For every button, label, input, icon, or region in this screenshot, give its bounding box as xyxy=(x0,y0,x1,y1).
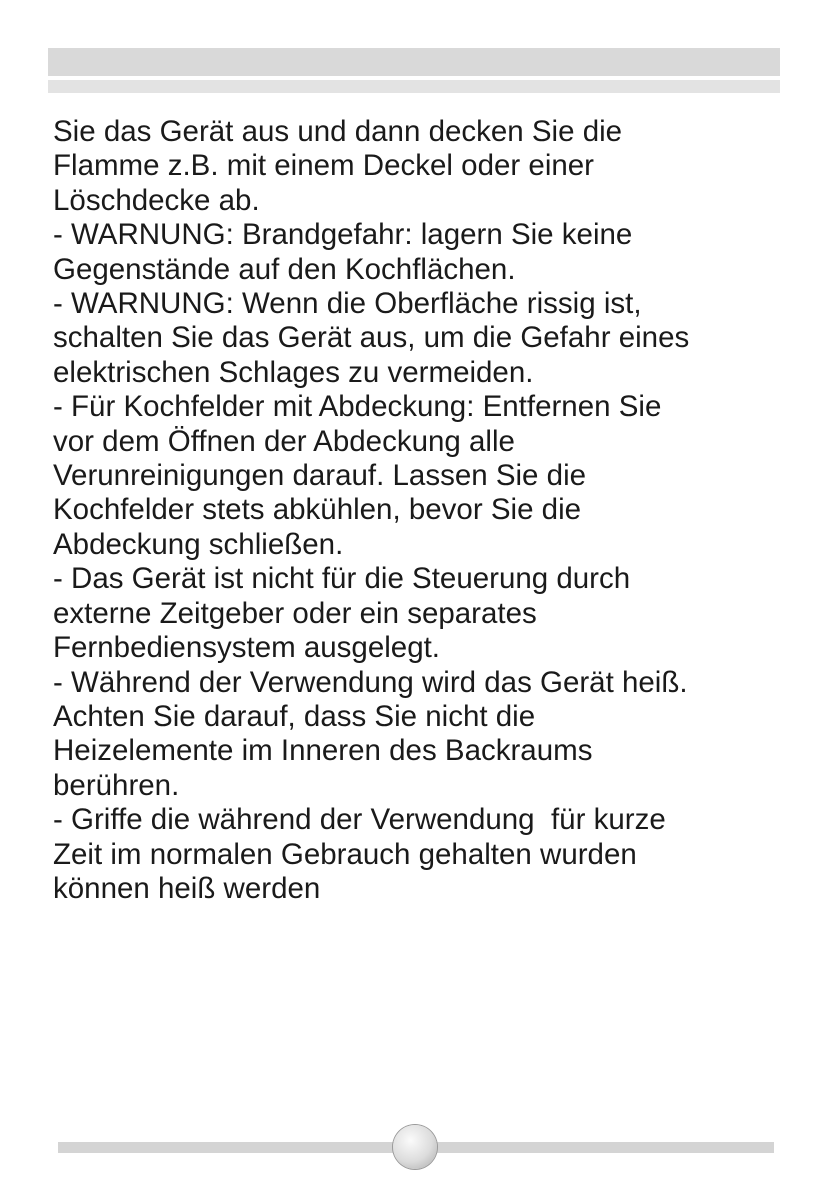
document-body xyxy=(53,115,813,906)
text-line: - WARNUNG: Brandgefahr: lagern Sie keine xyxy=(53,218,633,252)
page-number-circle-icon xyxy=(393,1125,437,1169)
text-line: schalten Sie das Gerät aus, um die Gefahr eines xyxy=(53,321,690,355)
text-line: Gegenstände auf den Kochflächen. xyxy=(53,252,516,286)
text-line: - WARNUNG: Wenn die Oberfläche rissig ist, xyxy=(53,287,642,321)
text-line: Heizelemente im Inneren des Backraums xyxy=(53,734,593,768)
text-line: Kochfelder stets abkühlen, bevor Sie die xyxy=(53,493,582,527)
text-line: Zeit im normalen Gebrauch gehalten wurden xyxy=(53,837,637,871)
text-line: Abdeckung schließen. xyxy=(53,527,344,561)
text-line: - Für Kochfelder mit Abdeckung: Entfernen Sie xyxy=(53,390,662,424)
text-line: externe Zeitgeber oder ein separates xyxy=(53,596,537,630)
text-line: Achten Sie darauf, dass Sie nicht die xyxy=(53,699,536,733)
text-line: Fernbediensystem ausgelegt. xyxy=(53,631,441,665)
text-line: Flamme z.B. mit einem Deckel oder einer xyxy=(53,149,595,183)
text-line: elektrischen Schlages zu vermeiden. xyxy=(53,355,534,389)
text-line: - Während der Verwendung wird das Gerät heiß. xyxy=(53,665,688,699)
text-line: berühren. xyxy=(53,768,180,802)
header-bar xyxy=(48,48,780,76)
text-line: Verunreinigungen darauf. Lassen Sie die xyxy=(53,459,587,493)
header-strip xyxy=(48,80,780,93)
text-line: vor dem Öffnen der Abdeckung alle xyxy=(53,424,515,458)
text-line: Löschdecke ab. xyxy=(53,183,260,217)
text-line: Sie das Gerät aus und dann decken Sie die xyxy=(53,115,623,148)
text-line: - Griffe die während der Verwendung für kurze xyxy=(53,803,666,837)
text-line: - Das Gerät ist nicht für die Steuerung durch xyxy=(53,562,631,596)
text-line: können heiß werden xyxy=(53,871,321,905)
